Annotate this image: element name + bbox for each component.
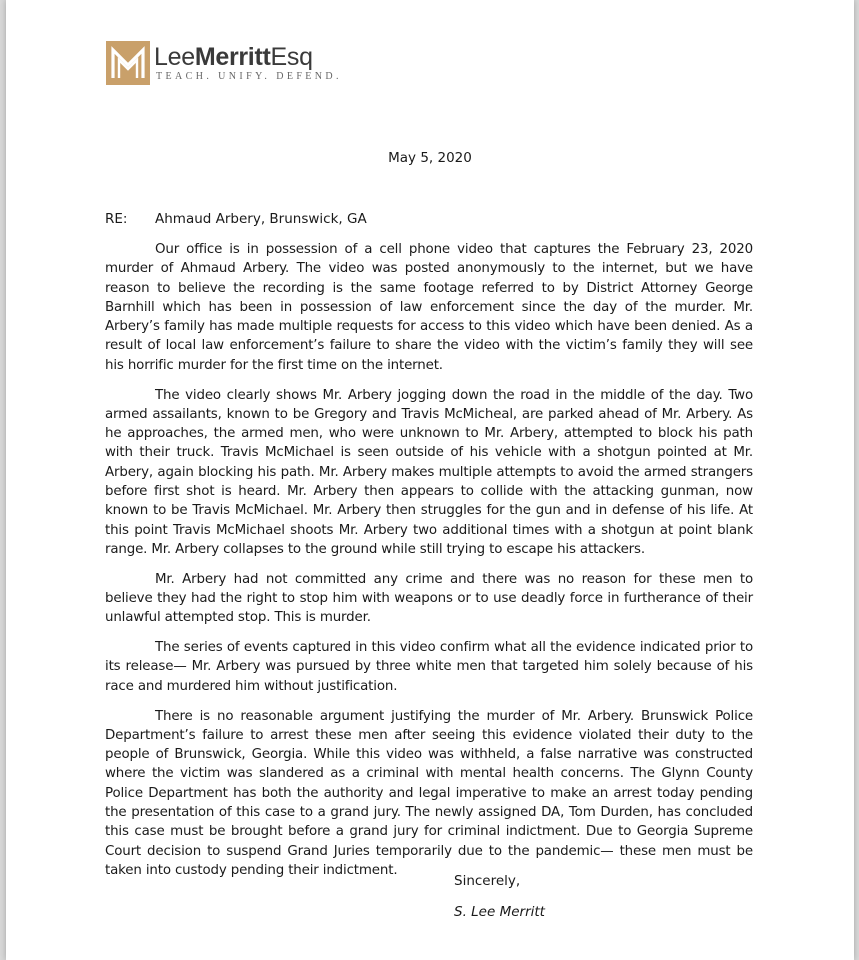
firm-name-suffix: Esq xyxy=(270,43,313,71)
body-paragraph-2: The video clearly shows Mr. Arbery jogging down the road in the middle of the day. Two armed assailants, known to be Gregory and Travis McMicheal, are parked ahead of Mr. Arbery. As he approaches, the armed men, who were unknown to Mr. Arbery, attempted to block his path with their truck. Travis McMichael is seen outside of his vehicle with a shotgun pointed at Mr. Arbery, again blocking his path. Mr. Arbery makes multiple attempts to avoid the armed strangers before first shot is heard. Mr. Arbery then appears to collide with the attacking gunman, now known to be Travis McMichael. Mr. Arbery then struggles for the gun and in defense of his life. At this point Travis McMichael shoots Mr. Arbery two additional times with a shotgun at point blank range. Mr. Arbery collapses to the ground while still trying to escape his attackers. xyxy=(105,387,753,557)
body-paragraph-4: The series of events captured in this video confirm what all the evidence indicated prior to its release— Mr. Arbery was pursued by three white men that targeted him solely because of his race and murdered him without justification. xyxy=(105,640,753,694)
letterhead-wordmark xyxy=(154,43,342,82)
re-line xyxy=(105,211,367,227)
letter-body xyxy=(105,240,753,891)
firm-name-first: Lee xyxy=(154,43,195,71)
firm-name xyxy=(154,43,342,71)
re-subject: Ahmaud Arbery, Brunswick, GA xyxy=(155,211,367,227)
re-label: RE: xyxy=(105,211,128,227)
letter-page xyxy=(6,0,854,960)
valediction: Sincerely, xyxy=(454,873,521,889)
firm-tagline: TEACH. UNIFY. DEFEND. xyxy=(156,71,342,82)
lm-monogram-icon xyxy=(106,41,150,85)
signature: S. Lee Merritt xyxy=(454,904,545,920)
firm-name-last: Merritt xyxy=(194,43,271,71)
body-paragraph-5: There is no reasonable argument justifying the murder of Mr. Arbery. Brunswick Police Department’s failure to arrest these men after seeing this evidence violated their duty to the people of Brunswick, Georgia. While this video was withheld, a false narrative was constructed where the victim was slandered as a criminal with mental health concerns. The Glynn County Police Department has both the authority and legal imperative to make an arrest today pending the presentation of this case to a grand jury. The newly assigned DA, Tom Durden, has concluded this case must be brought before a grand jury for criminal indictment. Due to Georgia Supreme Court decision to suspend Grand Juries temporarily due to the pandemic— these men must be taken into custody pending their indictment. xyxy=(105,708,753,878)
body-paragraph-3: Mr. Arbery had not committed any crime and there was no reason for these men to believe they had the right to stop him with weapons or to use deadly force in furtherance of their unlawful attempted stop. This is murder. xyxy=(105,571,753,626)
letter-date: May 5, 2020 xyxy=(388,150,472,166)
letter-closing xyxy=(454,872,545,922)
letterhead-logo xyxy=(106,41,342,87)
body-paragraph-1: Our office is in possession of a cell phone video that captures the February 23, 2020 murder of Ahmaud Arbery. The video was posted anonymously to the internet, but we have reason to believe the recording is the same footage referred to by District Attorney George Barnhill which has been in possession of law enforcement since the day of the murder. Mr. Arbery’s family has made multiple requests for access to this video which have been denied. As a result of local law enforcement’s failure to share the video with the victim’s family they will see his horrific murder for the first time on the internet. xyxy=(105,242,753,373)
